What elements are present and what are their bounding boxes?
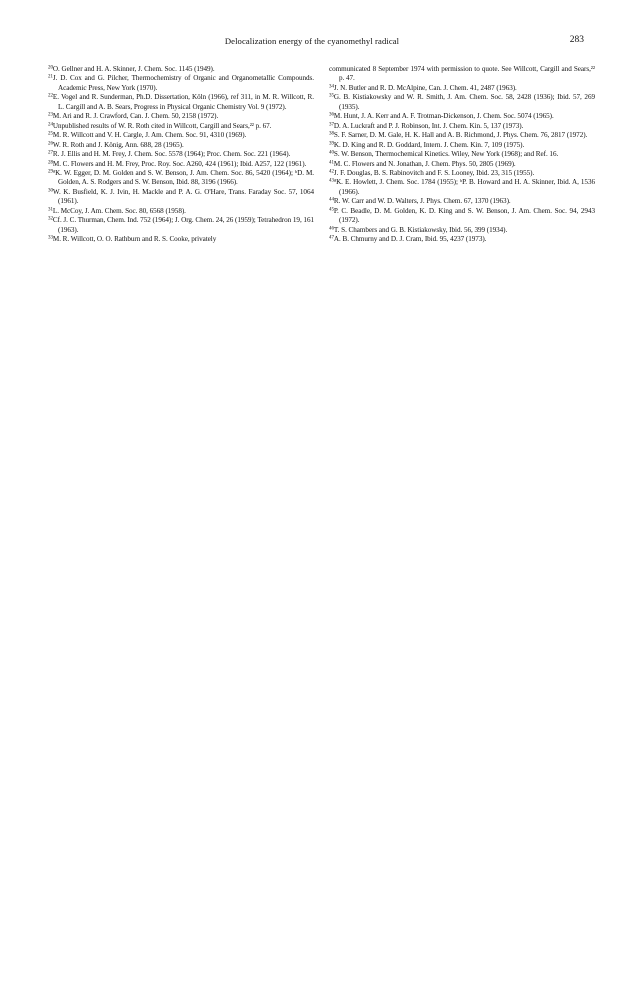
reference-item: $^{47}$A. B. Chmurny and D. J. Cram, Ibid. 95, 4237 (1973). xyxy=(329,235,487,244)
reference-item: $^{40}$S. W. Benson, Thermochemical Kinetics. Wiley, New York (1968); and Ref. 16. xyxy=(329,150,559,159)
reference-item: $^{42}$J. F. Douglas, B. S. Rabinovitch and F. S. Looney, Ibid. 23, 315 (1955). xyxy=(329,168,535,177)
reference-item: $^{30}$W. K. Busfield, K. J. Ivin, H. Mackle and P. A. G. O'Hare, Trans. Faraday Soc. 57, 1064 (1961). xyxy=(48,187,314,206)
reference-item: $^{27}$R. J. Ellis and H. M. Frey, J. Chem. Soc. 5578 (1964); Proc. Chem. Soc. 221 (1964). xyxy=(48,150,291,159)
reference-item: $^{28}$M. C. Flowers and H. M. Frey, Proc. Roy. Soc. A260, 424 (1961); Ibid. A257, 122 (1961). xyxy=(48,159,307,168)
reference-item: $^{31}$L. McCoy, J. Am. Chem. Soc. 80, 6568 (1958). xyxy=(48,206,186,215)
reference-item: $^{44}$R. W. Carr and W. D. Walters, J. Phys. Chem. 67, 1370 (1963). xyxy=(329,197,511,206)
page-header xyxy=(0,36,624,50)
reference-item: $^{41}$M. C. Flowers and N. Jonathan, J. Chem. Phys. 50, 2805 (1969). xyxy=(329,159,516,168)
running-title: Delocalization energy of the cyanomethyl radical xyxy=(224,36,400,46)
reference-item: communicated 8 September 1974 with permission to quote. See Willcott, Cargill and Sears,²² p. 47. xyxy=(329,65,595,83)
reference-item: $^{36}$M. Hunt, J. A. Kerr and A. F. Trotman-Dickenson, J. Chem. Soc. 5074 (1965). xyxy=(329,112,554,121)
reference-item: $^{35}$G. B. Kistiakowsky and W. R. Smith, J. Am. Chem. Soc. 58, 2428 (1936); Ibid. 57, 269 (1935). xyxy=(329,93,595,111)
page-number: 283 xyxy=(569,35,584,45)
references-left-column xyxy=(48,65,314,245)
reference-item: $^{45}$P. C. Beadle, D. M. Golden, K. D. King and S. W. Benson, J. Am. Chem. Soc. 94, 2943 (1972). xyxy=(329,206,595,225)
reference-item: $^{46}$T. S. Chambers and G. B. Kistiakowsky, Ibid. 56, 399 (1934). xyxy=(329,225,508,234)
reference-item: $^{22}$E. Vogel and R. Sunderman, Ph.D. Dissertation, Köln (1966), ref 311, in M. R. Willcott, R. L. Cargill and A. B. Sears, Progress in Physical Organic Chemistry Vol. 9 (1972). xyxy=(48,93,314,111)
reference-item: $^{34}$J. N. Butler and R. D. McAlpine, Can. J. Chem. 41, 2487 (1963). xyxy=(329,83,517,92)
reference-item: $^{21}$J. D. Cox and G. Pilcher, Thermochemistry of Organic and Organometallic Compounds. Academic Press, New York (1970). xyxy=(48,74,314,92)
reference-item: $^{23}$M. Ari and R. J. Crawford, Can. J. Chem. 50, 2158 (1972). xyxy=(48,112,219,121)
reference-item: $^{39}$K. D. King and R. D. Goddard, Intern. J. Chem. Kin. 7, 109 (1975). xyxy=(329,140,525,149)
reference-item: $^{26}$W. R. Roth and J. König, Ann. 688, 28 (1965). xyxy=(48,140,184,149)
reference-item: $^{37}$D. A. Luckraft and P. J. Robinson, Int. J. Chem. Kin. 5, 137 (1973). xyxy=(329,121,524,130)
reference-item: $^{43a}$K. E. Howlett, J. Chem. Soc. 1784 (1955); ᵇP. B. Howard and H. A. Skinner, Ibid. A, 1536 (1966). xyxy=(329,178,595,196)
reference-item: $^{29a}$K. W. Egger, D. M. Golden and S. W. Benson, J. Am. Chem. Soc. 86, 5420 (1964); ᵇD. M. Golden, A. S. Rodgers and S. W. Benson, Ibid. 88, 3196 (1966). xyxy=(48,168,314,187)
references-right-column xyxy=(329,65,595,245)
reference-item: $^{33}$M. R. Willcott, O. O. Rathburn and R. S. Cooke, privately xyxy=(48,235,217,244)
reference-item: $^{38}$S. F. Sarner, D. M. Gale, H. K. Hall and A. B. Richmond, J. Phys. Chem. 76, 2817 (1972). xyxy=(329,131,588,140)
reference-item: $^{25}$M. R. Willcott and V. H. Cargle, J. Am. Chem. Soc. 91, 4310 (1969). xyxy=(48,131,247,140)
reference-item: $^{24}$Unpublished results of W. R. Roth cited in Willcott, Cargill and Sears,²² p. 67. xyxy=(48,121,272,130)
reference-item: $^{32}$Cf. J. C. Thurman, Chem. Ind. 752 (1964); J. Org. Chem. 24, 26 (1959); Tetrahedron 19, 161 (1963). xyxy=(48,216,314,234)
reference-item: $^{20}$O. Gellner and H. A. Skinner, J. Chem. Soc. 1145 (1949). xyxy=(48,65,215,73)
